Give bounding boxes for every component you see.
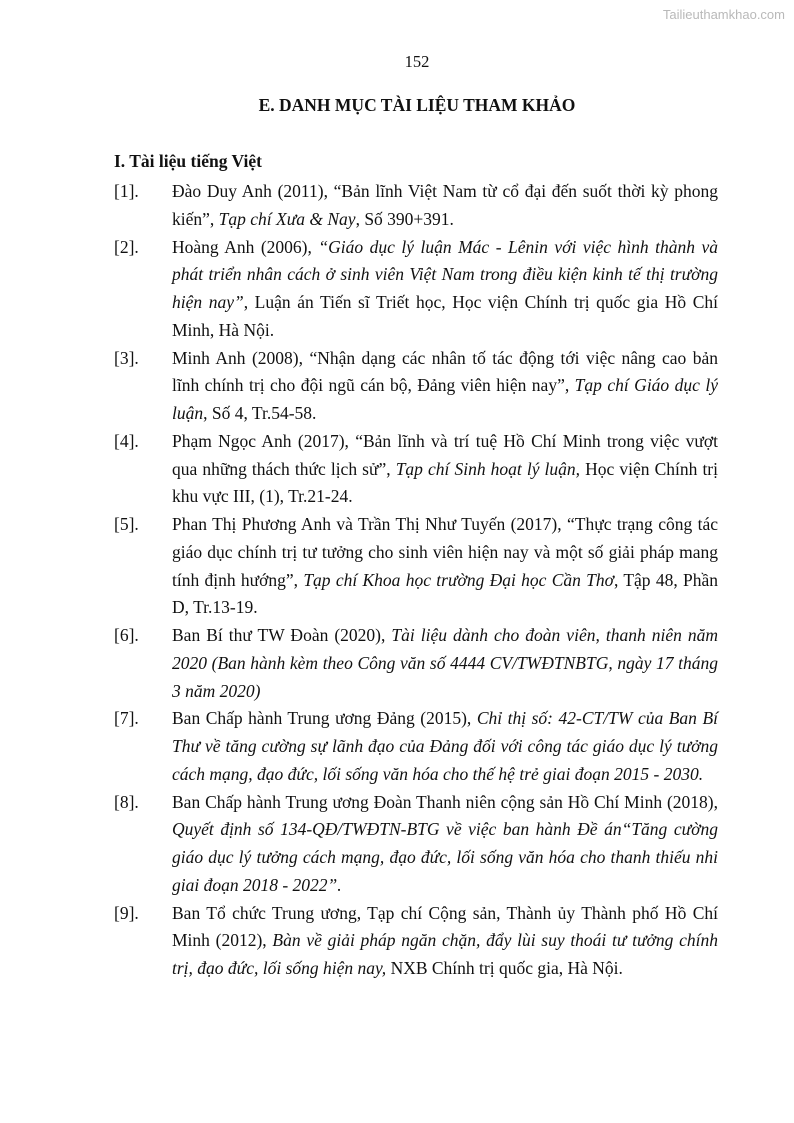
reference-item <box>0 234 794 345</box>
reference-title-italic: Tạp chí Khoa học trường Đại học Cần Thơ <box>303 569 614 590</box>
reference-text <box>172 234 718 345</box>
reference-text <box>172 511 718 622</box>
reference-title-italic: Tạp chí Giáo dục lý luận <box>172 375 718 423</box>
reference-number: [3]. <box>114 347 139 368</box>
reference-text-part: Phan Thị Phương Anh và Trần Thị Như Tuyến (2017), “Thực trạng công tác giáo dục chính trị tư tưởng cho sinh viên hiện nay và một số giải pháp mang tính định hướng”, <box>172 514 718 590</box>
reference-number: [2]. <box>114 236 139 257</box>
reference-number: [9]. <box>114 902 139 923</box>
subsection-title: I. Tài liệu tiếng Việt <box>114 151 262 171</box>
page-number: 152 <box>404 52 430 71</box>
reference-title-italic: Tạp chí Xưa & Nay <box>218 208 356 229</box>
reference-text-part: Ban Bí thư TW Đoàn (2020), <box>172 625 392 646</box>
reference-number: [6]. <box>114 625 139 646</box>
reference-text-part: , Luận án Tiến sĩ Triết học, Học viện Chính trị quốc gia Hồ Chí Minh, Hà Nội. <box>172 292 718 340</box>
reference-title-italic: Tài liệu dành cho đoàn viên, thanh niên năm 2020 (Ban hành kèm theo Công văn số 4444 CV/TWĐTNBTG, ngày 17 tháng 3 năm 2020) <box>172 625 718 701</box>
reference-text <box>172 178 718 233</box>
reference-text-part: , Số 390+391. <box>355 208 454 229</box>
reference-number: [4]. <box>114 430 139 451</box>
reference-item <box>0 511 794 622</box>
section-title: E. DANH MỤC TÀI LIỆU THAM KHẢO <box>258 95 576 115</box>
reference-text-part: Học viện Chính trị khu vực III, (1), Tr.21-24. <box>172 458 718 507</box>
reference-list <box>0 178 794 983</box>
reference-text-part: Đào Duy Anh (2011), “Bản lĩnh Việt Nam từ cổ đại đến suốt thời kỳ phong kiến”, <box>172 181 718 229</box>
reference-text-part: , Số 4, Tr.54-58. <box>203 403 317 423</box>
reference-text <box>172 428 718 511</box>
reference-text-part: NXB Chính trị quốc gia, Hà Nội. <box>386 958 623 979</box>
reference-text-part: Ban Chấp hành Trung ương Đoàn Thanh niên cộng sản Hồ Chí Minh (2018), <box>172 791 718 812</box>
reference-title-italic: Tạp chí Sinh hoạt lý luận, <box>395 458 581 479</box>
reference-number: [7]. <box>114 708 139 729</box>
reference-number: [5]. <box>114 514 139 535</box>
reference-number: [1]. <box>114 181 139 201</box>
reference-text-part: Ban Tổ chức Trung ương, Tạp chí Cộng sản, Thành ủy Thành phố Hồ Chí Minh (2012), <box>172 902 718 951</box>
reference-item <box>0 622 794 705</box>
reference-title-italic: Chỉ thị số: 42-CT/TW của Ban Bí Thư về tăng cường sự lãnh đạo của Đảng đối với công tác giáo dục lý tưởng cách mạng, đạo đức, lối sống văn hóa cho thế hệ trẻ giai đoạn 2015 - 2030. <box>172 708 718 784</box>
watermark: Tailieuthamkhao.com <box>662 7 785 22</box>
reference-text-part: Ban Chấp hành Trung ương Đảng (2015), <box>172 708 477 729</box>
reference-text <box>172 900 718 983</box>
reference-item <box>0 345 794 428</box>
reference-text-part: Phạm Ngọc Anh (2017), “Bản lĩnh và trí tuệ Hồ Chí Minh trong việc vượt qua những thách thức lịch sử”, <box>172 430 718 479</box>
reference-title-italic: Quyết định số 134-QĐ/TWĐTN-BTG về việc ban hành Đề án“Tăng cường giáo dục lý tưởng cách mạng, đạo đức, lối sống văn hóa cho thanh thiếu nhi giai đoạn 2018 - 2022”. <box>172 819 718 895</box>
reference-number: [8]. <box>114 791 139 812</box>
reference-item <box>0 789 794 900</box>
reference-title-italic: Bàn về giải pháp ngăn chặn, đẩy lùi suy thoái tư tưởng chính trị, đạo đức, lối sống hiện nay, <box>172 930 719 979</box>
reference-text <box>172 705 718 788</box>
reference-text-part: Minh Anh (2008), “Nhận dạng các nhân tố tác động tới việc nâng cao bản lĩnh chính trị cho đội ngũ cán bộ, Đảng viên hiện nay”, <box>172 347 718 396</box>
reference-text-part: , Tập 48, Phần D, Tr.13-19. <box>172 569 718 618</box>
reference-item <box>0 705 794 788</box>
reference-item <box>0 900 794 983</box>
reference-title-italic: “Giáo dục lý luận Mác - Lênin với việc hình thành và phát triển nhân cách ở sinh viên Việt Nam trong điều kiện kinh tế thị trường hiện nay” <box>172 236 718 312</box>
reference-text <box>172 345 718 428</box>
reference-item <box>0 178 794 233</box>
reference-text-part: Hoàng Anh (2006), <box>172 236 319 257</box>
reference-text <box>172 789 718 900</box>
reference-item <box>0 428 794 511</box>
reference-text <box>172 622 718 705</box>
